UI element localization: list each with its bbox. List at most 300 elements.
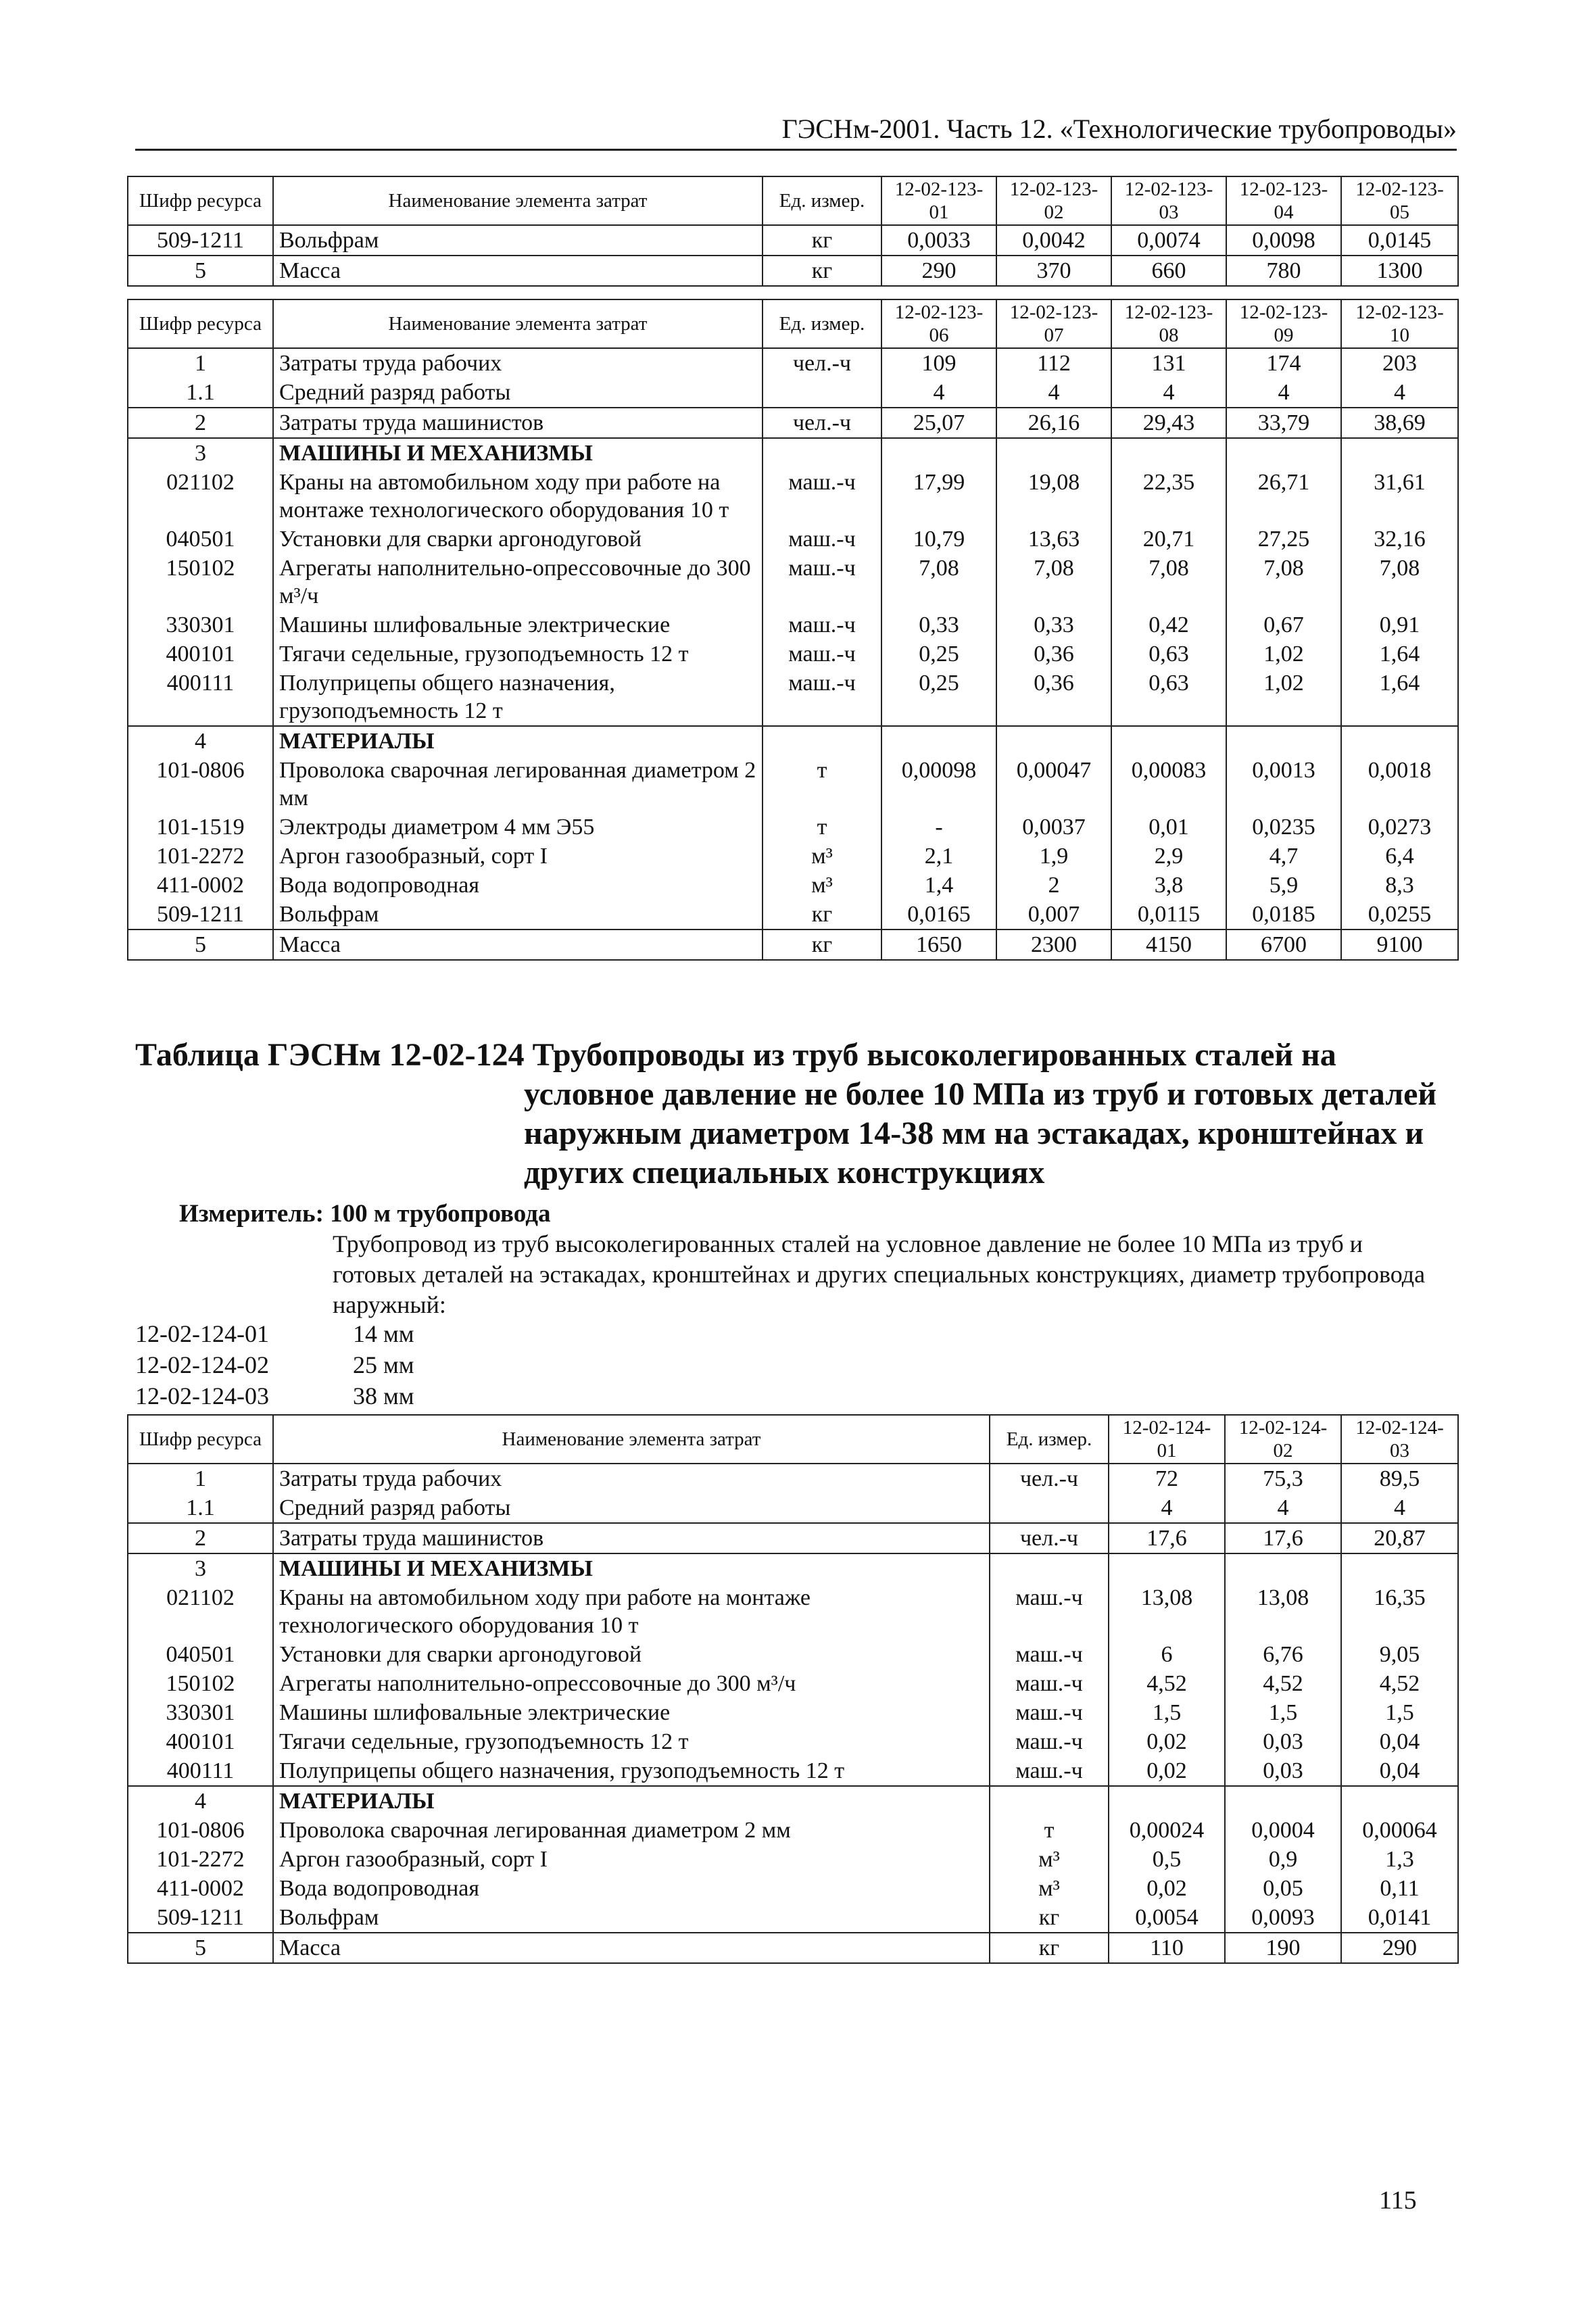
cost-element-name: Масса bbox=[273, 930, 763, 960]
table-row bbox=[128, 640, 1458, 669]
variant-item bbox=[135, 1349, 414, 1380]
norm-value bbox=[1226, 438, 1341, 468]
table-row bbox=[128, 525, 1458, 554]
table-row bbox=[128, 1523, 1458, 1553]
norm-value: 0,0255 bbox=[1341, 900, 1458, 930]
column-header: Шифр ресурса bbox=[128, 176, 273, 225]
table-row bbox=[128, 930, 1458, 960]
table-title-first-line: Таблица ГЭСНм 12-02-124 Трубопроводы из труб высоколегированных сталей на bbox=[135, 1037, 1336, 1073]
norm-value bbox=[881, 438, 996, 468]
table-row bbox=[128, 610, 1458, 640]
norm-value: 109 bbox=[881, 348, 996, 378]
norm-value: 16,35 bbox=[1341, 1583, 1458, 1640]
norm-value: 7,08 bbox=[881, 554, 996, 610]
work-description: Трубопровод из труб высоколегированных сталей на условное давление не более 10 МПа из труб и готовых деталей на эстакадах, кронштейнах и других специальных конструкциях, диаметр трубопровода наружный: bbox=[333, 1230, 1426, 1318]
norm-value: 31,61 bbox=[1341, 468, 1458, 525]
cost-element-name: Аргон газообразный, сорт I bbox=[273, 1845, 990, 1874]
cost-element-name: Установки для сварки аргонодуговой bbox=[273, 525, 763, 554]
cost-element-name: Масса bbox=[273, 256, 763, 286]
resource-table-123-01-05 bbox=[127, 176, 1459, 287]
cost-element-name: Полуприцепы общего назначения, грузоподъемность 12 т bbox=[273, 1756, 990, 1786]
norm-value: 0,0115 bbox=[1111, 900, 1226, 930]
norm-value: 0,01 bbox=[1111, 813, 1226, 842]
norm-value bbox=[1225, 1786, 1341, 1816]
norm-value: 0,00047 bbox=[996, 756, 1111, 813]
table-row bbox=[128, 256, 1458, 286]
unit-of-measure: кг bbox=[990, 1933, 1109, 1963]
norm-value: 0,0037 bbox=[996, 813, 1111, 842]
table-row bbox=[128, 378, 1458, 408]
table-row bbox=[128, 1640, 1458, 1669]
cost-element-name: Машины шлифовальные электрические bbox=[273, 610, 763, 640]
column-header: 12-02-123-09 bbox=[1226, 299, 1341, 348]
cost-element-name: Вольфрам bbox=[273, 1903, 990, 1933]
column-header: 12-02-123-01 bbox=[881, 176, 996, 225]
norm-value: 0,36 bbox=[996, 669, 1111, 726]
unit-of-measure: кг bbox=[763, 225, 881, 256]
column-header: Наименование элемента затрат bbox=[273, 1415, 990, 1464]
cost-element-name: Агрегаты наполнительно-опрессовочные до 300 м³/ч bbox=[273, 1669, 990, 1698]
norm-value bbox=[996, 438, 1111, 468]
measure-value: 100 м трубопровода bbox=[330, 1200, 551, 1228]
norm-value: 4 bbox=[1225, 1493, 1341, 1523]
norm-value bbox=[1341, 1786, 1458, 1816]
measure-line bbox=[179, 1199, 550, 1229]
column-header: 12-02-123-02 bbox=[996, 176, 1111, 225]
variant-list bbox=[135, 1318, 414, 1412]
norm-value: 17,99 bbox=[881, 468, 996, 525]
norm-value: 131 bbox=[1111, 348, 1226, 378]
norm-value: 2 bbox=[996, 871, 1111, 900]
norm-value: 9,05 bbox=[1341, 1640, 1458, 1669]
table-row bbox=[128, 225, 1458, 256]
column-header: 12-02-123-03 bbox=[1111, 176, 1226, 225]
norm-value bbox=[1341, 438, 1458, 468]
resource-code: 040501 bbox=[128, 1640, 273, 1669]
resource-code: 150102 bbox=[128, 554, 273, 610]
norm-value: 0,03 bbox=[1225, 1727, 1341, 1756]
resource-code: 1.1 bbox=[128, 378, 273, 408]
norm-value: 0,0185 bbox=[1226, 900, 1341, 930]
table-row bbox=[128, 756, 1458, 813]
norm-value: 0,02 bbox=[1109, 1727, 1225, 1756]
table-row bbox=[128, 1669, 1458, 1698]
norm-value: 0,00064 bbox=[1341, 1816, 1458, 1845]
unit-of-measure: т bbox=[990, 1816, 1109, 1845]
variant-item bbox=[135, 1380, 414, 1412]
resource-code: 509-1211 bbox=[128, 1903, 273, 1933]
unit-of-measure bbox=[763, 438, 881, 468]
resource-code: 330301 bbox=[128, 610, 273, 640]
unit-of-measure: маш.-ч bbox=[763, 610, 881, 640]
unit-of-measure: т bbox=[763, 756, 881, 813]
cost-element-name: Затраты труда рабочих bbox=[273, 1464, 990, 1493]
norm-value: 2,9 bbox=[1111, 842, 1226, 871]
norm-value: 4,52 bbox=[1225, 1669, 1341, 1698]
norm-value: 0,0042 bbox=[996, 225, 1111, 256]
norm-value: 13,63 bbox=[996, 525, 1111, 554]
norm-value: 0,00083 bbox=[1111, 756, 1226, 813]
variant-value: 38 мм bbox=[353, 1382, 414, 1409]
unit-of-measure: маш.-ч bbox=[763, 525, 881, 554]
norm-value: 0,0165 bbox=[881, 900, 996, 930]
column-header: Наименование элемента затрат bbox=[273, 176, 763, 225]
resource-code: 509-1211 bbox=[128, 225, 273, 256]
table-row bbox=[128, 842, 1458, 871]
norm-value: 26,16 bbox=[996, 408, 1111, 438]
norm-value: 0,0145 bbox=[1341, 225, 1458, 256]
norm-value: 13,08 bbox=[1225, 1583, 1341, 1640]
norm-value: 1,5 bbox=[1225, 1698, 1341, 1727]
column-header: 12-02-123-04 bbox=[1226, 176, 1341, 225]
table-title bbox=[135, 1036, 1460, 1192]
norm-value: 0,25 bbox=[881, 640, 996, 669]
cost-element-name: Затраты труда машинистов bbox=[273, 1523, 990, 1553]
unit-of-measure: чел.-ч bbox=[763, 408, 881, 438]
unit-of-measure bbox=[763, 378, 881, 408]
cost-element-name: Проволока сварочная легированная диаметром 2 мм bbox=[273, 756, 763, 813]
norm-value: 0,67 bbox=[1226, 610, 1341, 640]
norm-value: 0,0141 bbox=[1341, 1903, 1458, 1933]
norm-value: 0,0273 bbox=[1341, 813, 1458, 842]
norm-value bbox=[1109, 1553, 1225, 1583]
norm-value: 33,79 bbox=[1226, 408, 1341, 438]
cost-element-name: Средний разряд работы bbox=[273, 1493, 990, 1523]
norm-value: 17,6 bbox=[1225, 1523, 1341, 1553]
norm-value: 190 bbox=[1225, 1933, 1341, 1963]
cost-element-name: Вода водопроводная bbox=[273, 871, 763, 900]
variant-value: 25 мм bbox=[353, 1351, 414, 1378]
table-row bbox=[128, 408, 1458, 438]
norm-value: 4 bbox=[1109, 1493, 1225, 1523]
variant-value: 14 мм bbox=[353, 1320, 414, 1347]
norm-value: 0,33 bbox=[881, 610, 996, 640]
variant-item bbox=[135, 1318, 414, 1349]
norm-value: 0,00098 bbox=[881, 756, 996, 813]
norm-value: 0,03 bbox=[1225, 1756, 1341, 1786]
norm-value: 27,25 bbox=[1226, 525, 1341, 554]
norm-value: 0,0093 bbox=[1225, 1903, 1341, 1933]
norm-value: 290 bbox=[881, 256, 996, 286]
norm-value bbox=[1341, 726, 1458, 756]
norm-value: 0,0074 bbox=[1111, 225, 1226, 256]
unit-of-measure: маш.-ч bbox=[763, 669, 881, 726]
cost-element-name: Электроды диаметром 4 мм Э55 bbox=[273, 813, 763, 842]
norm-value: 370 bbox=[996, 256, 1111, 286]
unit-of-measure bbox=[990, 1553, 1109, 1583]
column-header: Ед. измер. bbox=[990, 1415, 1109, 1464]
cost-element-name: МАТЕРИАЛЫ bbox=[273, 1786, 990, 1816]
cost-element-name: МАШИНЫ И МЕХАНИЗМЫ bbox=[273, 1553, 990, 1583]
norm-value: 660 bbox=[1111, 256, 1226, 286]
unit-of-measure bbox=[990, 1493, 1109, 1523]
column-header: 12-02-123-07 bbox=[996, 299, 1111, 348]
norm-value: 1300 bbox=[1341, 256, 1458, 286]
cost-element-name: Затраты труда машинистов bbox=[273, 408, 763, 438]
unit-of-measure bbox=[763, 726, 881, 756]
norm-value: 9100 bbox=[1341, 930, 1458, 960]
resource-code: 400101 bbox=[128, 640, 273, 669]
table-row bbox=[128, 1786, 1458, 1816]
cost-element-name: Вода водопроводная bbox=[273, 1874, 990, 1903]
unit-of-measure: маш.-ч bbox=[990, 1640, 1109, 1669]
resource-code: 2 bbox=[128, 408, 273, 438]
norm-value: - bbox=[881, 813, 996, 842]
unit-of-measure: кг bbox=[763, 900, 881, 930]
norm-value: 0,02 bbox=[1109, 1756, 1225, 1786]
unit-of-measure: м³ bbox=[990, 1845, 1109, 1874]
resource-code: 150102 bbox=[128, 1669, 273, 1698]
measure-label: Измеритель: bbox=[179, 1200, 324, 1228]
norm-value: 4 bbox=[1226, 378, 1341, 408]
norm-value: 4 bbox=[1111, 378, 1226, 408]
variant-code: 12-02-124-01 bbox=[135, 1320, 269, 1347]
table-row bbox=[128, 1756, 1458, 1786]
norm-value: 7,08 bbox=[996, 554, 1111, 610]
column-header: 12-02-124-03 bbox=[1341, 1415, 1458, 1464]
column-header: Ед. измер. bbox=[763, 176, 881, 225]
resource-table-124 bbox=[127, 1414, 1459, 1964]
norm-value: 112 bbox=[996, 348, 1111, 378]
table-row bbox=[128, 1727, 1458, 1756]
resource-code: 3 bbox=[128, 1553, 273, 1583]
norm-value: 1,9 bbox=[996, 842, 1111, 871]
resource-code: 400111 bbox=[128, 669, 273, 726]
norm-value bbox=[1111, 438, 1226, 468]
unit-of-measure: маш.-ч bbox=[990, 1583, 1109, 1640]
page-number: 115 bbox=[1379, 2186, 1417, 2215]
norm-value: 0,5 bbox=[1109, 1845, 1225, 1874]
resource-code: 1 bbox=[128, 348, 273, 378]
resource-code: 101-0806 bbox=[128, 1816, 273, 1845]
resource-code: 101-0806 bbox=[128, 756, 273, 813]
norm-value: 1,64 bbox=[1341, 640, 1458, 669]
norm-value: 26,71 bbox=[1226, 468, 1341, 525]
norm-value: 110 bbox=[1109, 1933, 1225, 1963]
cost-element-name: Машины шлифовальные электрические bbox=[273, 1698, 990, 1727]
table-row bbox=[128, 1903, 1458, 1933]
norm-value: 2300 bbox=[996, 930, 1111, 960]
norm-value: 6,4 bbox=[1341, 842, 1458, 871]
table-row bbox=[128, 871, 1458, 900]
unit-of-measure: маш.-ч bbox=[990, 1698, 1109, 1727]
cost-element-name: Средний разряд работы bbox=[273, 378, 763, 408]
table-row bbox=[128, 726, 1458, 756]
resource-code: 4 bbox=[128, 1786, 273, 1816]
resource-code: 101-1519 bbox=[128, 813, 273, 842]
norm-value: 75,3 bbox=[1225, 1464, 1341, 1493]
table-row bbox=[128, 1845, 1458, 1874]
table-row bbox=[128, 438, 1458, 468]
norm-value: 1,64 bbox=[1341, 669, 1458, 726]
norm-value: 1,02 bbox=[1226, 640, 1341, 669]
norm-value: 4150 bbox=[1111, 930, 1226, 960]
cost-element-name: Затраты труда рабочих bbox=[273, 348, 763, 378]
norm-value: 6700 bbox=[1226, 930, 1341, 960]
resource-code: 021102 bbox=[128, 1583, 273, 1640]
table-row bbox=[128, 1583, 1458, 1640]
column-header: 12-02-124-01 bbox=[1109, 1415, 1225, 1464]
norm-value: 89,5 bbox=[1341, 1464, 1458, 1493]
norm-value: 6 bbox=[1109, 1640, 1225, 1669]
cost-element-name: Аргон газообразный, сорт I bbox=[273, 842, 763, 871]
column-header: 12-02-123-06 bbox=[881, 299, 996, 348]
table-header-row bbox=[128, 299, 1458, 348]
variant-code: 12-02-124-03 bbox=[135, 1382, 269, 1409]
cost-element-name: Тягачи седельные, грузоподъемность 12 т bbox=[273, 640, 763, 669]
norm-value: 203 bbox=[1341, 348, 1458, 378]
norm-value: 19,08 bbox=[996, 468, 1111, 525]
cost-element-name: Краны на автомобильном ходу при работе на монтаже технологического оборудования 10 т bbox=[273, 468, 763, 525]
norm-value: 1,5 bbox=[1341, 1698, 1458, 1727]
table-row bbox=[128, 1874, 1458, 1903]
norm-value: 4 bbox=[1341, 1493, 1458, 1523]
norm-value: 7,08 bbox=[1111, 554, 1226, 610]
norm-value: 32,16 bbox=[1341, 525, 1458, 554]
column-header: Шифр ресурса bbox=[128, 299, 273, 348]
norm-value: 0,007 bbox=[996, 900, 1111, 930]
norm-value bbox=[1341, 1553, 1458, 1583]
cost-element-name: Вольфрам bbox=[273, 225, 763, 256]
norm-value: 4 bbox=[1341, 378, 1458, 408]
norm-value: 0,0018 bbox=[1341, 756, 1458, 813]
norm-value: 0,42 bbox=[1111, 610, 1226, 640]
norm-value: 0,25 bbox=[881, 669, 996, 726]
norm-value bbox=[1226, 726, 1341, 756]
norm-value: 0,0098 bbox=[1226, 225, 1341, 256]
resource-code: 1 bbox=[128, 1464, 273, 1493]
table-row bbox=[128, 1493, 1458, 1523]
norm-value: 3,8 bbox=[1111, 871, 1226, 900]
norm-value: 0,0033 bbox=[881, 225, 996, 256]
resource-code: 400111 bbox=[128, 1756, 273, 1786]
resource-code: 411-0002 bbox=[128, 871, 273, 900]
unit-of-measure: м³ bbox=[763, 871, 881, 900]
norm-value: 0,0004 bbox=[1225, 1816, 1341, 1845]
norm-value: 29,43 bbox=[1111, 408, 1226, 438]
column-header: Шифр ресурса bbox=[128, 1415, 273, 1464]
norm-value bbox=[1225, 1553, 1341, 1583]
resource-code: 330301 bbox=[128, 1698, 273, 1727]
norm-value: 4,52 bbox=[1341, 1669, 1458, 1698]
norm-value: 1,02 bbox=[1226, 669, 1341, 726]
resource-code: 040501 bbox=[128, 525, 273, 554]
resource-code: 411-0002 bbox=[128, 1874, 273, 1903]
norm-value: 1650 bbox=[881, 930, 996, 960]
unit-of-measure: кг bbox=[990, 1903, 1109, 1933]
column-header: 12-02-123-10 bbox=[1341, 299, 1458, 348]
norm-value: 0,9 bbox=[1225, 1845, 1341, 1874]
norm-value: 8,3 bbox=[1341, 871, 1458, 900]
resource-code: 5 bbox=[128, 1933, 273, 1963]
unit-of-measure: т bbox=[763, 813, 881, 842]
norm-value: 22,35 bbox=[1111, 468, 1226, 525]
resource-code: 5 bbox=[128, 930, 273, 960]
table-title-continuation: условное давление не более 10 МПа из труб и готовых деталей наружным диаметром 14-38 мм на эстакадах, кронштейнах и других специальных конструкциях bbox=[524, 1076, 1437, 1190]
norm-value: 0,04 bbox=[1341, 1756, 1458, 1786]
cost-element-name: МАТЕРИАЛЫ bbox=[273, 726, 763, 756]
norm-value: 6,76 bbox=[1225, 1640, 1341, 1669]
norm-value: 72 bbox=[1109, 1464, 1225, 1493]
table-header-row bbox=[128, 176, 1458, 225]
table-row bbox=[128, 554, 1458, 610]
norm-value: 2,1 bbox=[881, 842, 996, 871]
norm-value: 0,63 bbox=[1111, 669, 1226, 726]
resource-code: 2 bbox=[128, 1523, 273, 1553]
norm-value: 0,00024 bbox=[1109, 1816, 1225, 1845]
resource-table-123-06-10 bbox=[127, 299, 1459, 961]
resource-code: 101-2272 bbox=[128, 1845, 273, 1874]
norm-value: 0,63 bbox=[1111, 640, 1226, 669]
norm-value: 0,11 bbox=[1341, 1874, 1458, 1903]
unit-of-measure: чел.-ч bbox=[990, 1523, 1109, 1553]
resource-code: 4 bbox=[128, 726, 273, 756]
norm-value: 1,4 bbox=[881, 871, 996, 900]
norm-value: 7,08 bbox=[1341, 554, 1458, 610]
unit-of-measure: маш.-ч bbox=[763, 554, 881, 610]
norm-value: 20,87 bbox=[1341, 1523, 1458, 1553]
norm-value bbox=[881, 726, 996, 756]
resource-code: 509-1211 bbox=[128, 900, 273, 930]
norm-value: 0,91 bbox=[1341, 610, 1458, 640]
unit-of-measure: м³ bbox=[990, 1874, 1109, 1903]
norm-value: 4 bbox=[881, 378, 996, 408]
norm-value: 4,52 bbox=[1109, 1669, 1225, 1698]
norm-value: 10,79 bbox=[881, 525, 996, 554]
norm-value: 0,02 bbox=[1109, 1874, 1225, 1903]
column-header: 12-02-123-05 bbox=[1341, 176, 1458, 225]
variant-code: 12-02-124-02 bbox=[135, 1351, 269, 1378]
unit-of-measure: маш.-ч bbox=[990, 1669, 1109, 1698]
table-row bbox=[128, 468, 1458, 525]
cost-element-name: Агрегаты наполнительно-опрессовочные до 300 м³/ч bbox=[273, 554, 763, 610]
norm-value bbox=[996, 726, 1111, 756]
norm-value: 25,07 bbox=[881, 408, 996, 438]
running-header: ГЭСНм-2001. Часть 12. «Технологические трубопроводы» bbox=[135, 112, 1457, 151]
unit-of-measure: маш.-ч bbox=[990, 1727, 1109, 1756]
cost-element-name: Масса bbox=[273, 1933, 990, 1963]
table-row bbox=[128, 669, 1458, 726]
norm-value: 17,6 bbox=[1109, 1523, 1225, 1553]
norm-value: 1,5 bbox=[1109, 1698, 1225, 1727]
unit-of-measure: маш.-ч bbox=[763, 640, 881, 669]
norm-value: 0,0235 bbox=[1226, 813, 1341, 842]
column-header: Ед. измер. bbox=[763, 299, 881, 348]
table-row bbox=[128, 900, 1458, 930]
norm-value: 4 bbox=[996, 378, 1111, 408]
table-row bbox=[128, 1698, 1458, 1727]
table-row bbox=[128, 1553, 1458, 1583]
column-header: Наименование элемента затрат bbox=[273, 299, 763, 348]
norm-value: 780 bbox=[1226, 256, 1341, 286]
column-header: 12-02-123-08 bbox=[1111, 299, 1226, 348]
cost-element-name: МАШИНЫ И МЕХАНИЗМЫ bbox=[273, 438, 763, 468]
unit-of-measure: маш.-ч bbox=[990, 1756, 1109, 1786]
resource-code: 021102 bbox=[128, 468, 273, 525]
resource-code: 101-2272 bbox=[128, 842, 273, 871]
resource-code: 5 bbox=[128, 256, 273, 286]
cost-element-name: Вольфрам bbox=[273, 900, 763, 930]
table-row bbox=[128, 1816, 1458, 1845]
norm-value: 0,0054 bbox=[1109, 1903, 1225, 1933]
norm-value: 1,3 bbox=[1341, 1845, 1458, 1874]
cost-element-name: Краны на автомобильном ходу при работе на монтаже технологического оборудования 10 т bbox=[273, 1583, 990, 1640]
norm-value bbox=[1109, 1786, 1225, 1816]
cost-element-name: Полуприцепы общего назначения, грузоподъемность 12 т bbox=[273, 669, 763, 726]
table-row bbox=[128, 348, 1458, 378]
norm-value: 0,33 bbox=[996, 610, 1111, 640]
norm-value: 290 bbox=[1341, 1933, 1458, 1963]
